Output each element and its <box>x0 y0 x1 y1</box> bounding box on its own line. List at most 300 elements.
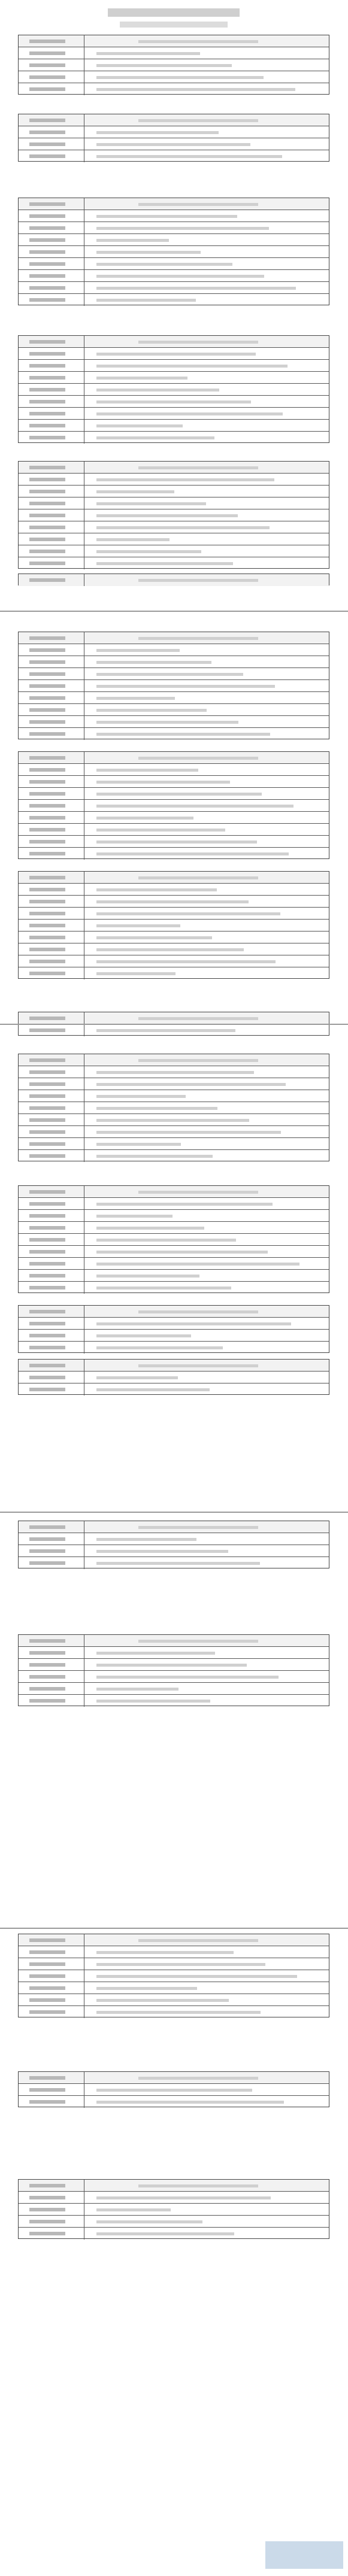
row-label-cell <box>19 432 84 444</box>
info-table <box>18 1305 329 1353</box>
row-label-cell <box>19 59 84 71</box>
text-placeholder <box>96 424 183 427</box>
text-placeholder <box>96 1676 279 1679</box>
label-placeholder <box>29 1376 65 1379</box>
table-row <box>19 234 329 246</box>
text-placeholder <box>96 1287 231 1289</box>
row-label-cell <box>19 1934 84 1946</box>
table-row <box>19 943 329 955</box>
text-placeholder <box>96 1700 210 1703</box>
info-table <box>18 2071 329 2107</box>
label-placeholder <box>29 2076 65 2080</box>
table-row <box>19 258 329 270</box>
row-label-cell <box>19 955 84 967</box>
row-label-cell <box>19 932 84 943</box>
row-label-cell <box>19 1342 84 1354</box>
label-placeholder <box>29 1537 65 1541</box>
row-label-cell <box>19 872 84 883</box>
label-placeholder <box>29 1202 65 1206</box>
table-row <box>19 800 329 812</box>
table-row <box>19 728 329 740</box>
table-row <box>19 150 329 162</box>
info-table <box>18 1934 329 2017</box>
row-label-cell <box>19 1521 84 1533</box>
text-placeholder <box>96 299 196 302</box>
table-row <box>19 644 329 656</box>
label-placeholder <box>29 672 65 676</box>
text-placeholder <box>96 2220 202 2223</box>
row-label-cell <box>19 1318 84 1329</box>
table-row <box>19 1234 329 1246</box>
label-placeholder <box>29 876 65 879</box>
table-row <box>19 1282 329 1294</box>
row-label-cell <box>19 574 84 586</box>
label-placeholder <box>29 2010 65 2014</box>
row-label-cell <box>19 920 84 931</box>
table-row <box>19 336 329 348</box>
table-row <box>19 884 329 896</box>
table-row <box>19 920 329 932</box>
row-label-cell <box>19 1138 84 1149</box>
table-row <box>19 372 329 384</box>
text-placeholder <box>96 502 206 505</box>
info-table <box>18 1054 329 1161</box>
table-row <box>19 557 329 569</box>
text-placeholder <box>96 721 238 724</box>
row-label-cell <box>19 1659 84 1670</box>
table-row <box>19 1186 329 1198</box>
row-label-cell <box>19 1222 84 1233</box>
site-logo-watermark <box>265 2541 343 2569</box>
text-placeholder <box>96 1334 191 1337</box>
label-placeholder <box>29 436 65 439</box>
label-placeholder <box>29 972 65 975</box>
row-label-cell <box>19 1126 84 1137</box>
row-label-cell <box>19 234 84 245</box>
info-table <box>18 335 329 443</box>
text-placeholder <box>96 805 293 808</box>
label-placeholder <box>29 804 65 808</box>
text-placeholder <box>96 1251 268 1254</box>
text-placeholder <box>96 436 214 439</box>
row-label-cell <box>19 348 84 359</box>
row-label-cell <box>19 1012 84 1024</box>
text-placeholder <box>96 514 238 517</box>
info-table <box>18 198 329 305</box>
text-placeholder <box>96 1963 265 1966</box>
table-row <box>19 294 329 306</box>
label-placeholder <box>29 2208 65 2211</box>
label-placeholder <box>29 424 65 427</box>
table-row <box>19 1024 329 1036</box>
table-row <box>19 1012 329 1024</box>
row-label-cell <box>19 1078 84 1090</box>
table-row <box>19 692 329 704</box>
table-row <box>19 1258 329 1270</box>
table-row <box>19 462 329 474</box>
label-placeholder <box>29 202 65 206</box>
row-label-cell <box>19 1306 84 1317</box>
text-placeholder <box>96 1999 229 2002</box>
label-placeholder <box>29 1974 65 1978</box>
text-placeholder <box>96 143 250 146</box>
label-placeholder <box>29 708 65 712</box>
row-label-cell <box>19 1090 84 1102</box>
table-row <box>19 1114 329 1126</box>
row-label-cell <box>19 71 84 83</box>
table-row <box>19 2228 329 2240</box>
table-row <box>19 1222 329 1234</box>
label-placeholder <box>29 364 65 368</box>
table-row <box>19 680 329 692</box>
table-row <box>19 1150 329 1162</box>
text-placeholder <box>96 1975 297 1978</box>
text-placeholder <box>96 538 170 541</box>
text-placeholder <box>96 912 280 915</box>
text-placeholder <box>96 1263 299 1266</box>
row-label-cell <box>19 692 84 703</box>
text-placeholder <box>96 1538 196 1541</box>
label-placeholder <box>29 1238 65 1242</box>
label-placeholder <box>29 696 65 700</box>
text-placeholder <box>96 550 201 553</box>
text-placeholder <box>138 1017 258 1020</box>
text-placeholder <box>138 579 258 582</box>
row-label-cell <box>19 788 84 799</box>
text-placeholder <box>96 1550 228 1553</box>
table-row <box>19 486 329 497</box>
table-row <box>19 1126 329 1138</box>
table-row <box>19 126 329 138</box>
label-placeholder <box>29 352 65 356</box>
label-placeholder <box>29 1214 65 1218</box>
table-row <box>19 1545 329 1557</box>
table-row <box>19 533 329 545</box>
row-label-cell <box>19 1372 84 1383</box>
text-placeholder <box>96 1131 281 1134</box>
text-placeholder <box>96 1095 186 1098</box>
table-row <box>19 2180 329 2192</box>
label-placeholder <box>29 578 65 582</box>
table-row <box>19 47 329 59</box>
row-label-cell <box>19 474 84 485</box>
text-placeholder <box>96 526 270 529</box>
label-placeholder <box>29 1142 65 1146</box>
document-title <box>108 8 240 17</box>
table-row <box>19 1078 329 1090</box>
row-label-cell <box>19 884 84 895</box>
table-row <box>19 222 329 234</box>
label-placeholder <box>29 792 65 796</box>
table-row <box>19 955 329 967</box>
row-label-cell <box>19 533 84 545</box>
text-placeholder <box>138 1191 258 1194</box>
text-placeholder <box>96 661 211 664</box>
label-placeholder <box>29 1561 65 1565</box>
row-label-cell <box>19 47 84 59</box>
text-placeholder <box>138 757 258 760</box>
label-placeholder <box>29 684 65 688</box>
row-label-cell <box>19 246 84 257</box>
row-label-cell <box>19 1383 84 1395</box>
text-placeholder <box>96 900 249 903</box>
label-placeholder <box>29 768 65 772</box>
row-label-cell <box>19 35 84 47</box>
info-table <box>18 35 329 95</box>
text-placeholder <box>96 1346 223 1349</box>
table-row <box>19 1533 329 1545</box>
row-label-cell <box>19 114 84 126</box>
table-row <box>19 384 329 396</box>
label-placeholder <box>29 1082 65 1086</box>
row-label-cell <box>19 1982 84 1994</box>
row-label-cell <box>19 1557 84 1569</box>
table-row <box>19 1946 329 1958</box>
label-placeholder <box>29 936 65 939</box>
row-label-cell <box>19 2084 84 2095</box>
table-row <box>19 836 329 848</box>
text-placeholder <box>96 239 169 242</box>
text-placeholder <box>96 1275 199 1278</box>
text-placeholder <box>96 275 264 278</box>
text-placeholder <box>96 400 251 403</box>
table-row <box>19 545 329 557</box>
text-placeholder <box>96 2196 271 2199</box>
row-label-cell <box>19 967 84 979</box>
table-row <box>19 59 329 71</box>
table-row <box>19 1246 329 1258</box>
label-placeholder <box>29 2184 65 2187</box>
info-table <box>18 871 329 979</box>
label-placeholder <box>29 1190 65 1194</box>
label-placeholder <box>29 1364 65 1367</box>
label-placeholder <box>29 648 65 652</box>
label-placeholder <box>29 119 65 122</box>
row-label-cell <box>19 545 84 557</box>
row-label-cell <box>19 668 84 679</box>
label-placeholder <box>29 732 65 736</box>
text-placeholder <box>96 490 174 493</box>
row-label-cell <box>19 222 84 233</box>
table-row <box>19 967 329 979</box>
table-row <box>19 632 329 644</box>
row-label-cell <box>19 1958 84 1970</box>
table-row <box>19 497 329 509</box>
label-placeholder <box>29 888 65 891</box>
text-placeholder <box>96 649 180 652</box>
section-separator <box>0 611 348 612</box>
row-label-cell <box>19 150 84 162</box>
row-label-cell <box>19 1533 84 1545</box>
row-label-cell <box>19 1360 84 1371</box>
table-row <box>19 432 329 444</box>
table-row <box>19 2006 329 2018</box>
label-placeholder <box>29 2220 65 2223</box>
row-label-cell <box>19 680 84 691</box>
text-placeholder <box>96 2208 171 2211</box>
row-label-cell <box>19 2228 84 2240</box>
table-row <box>19 1647 329 1659</box>
table-row <box>19 932 329 943</box>
label-placeholder <box>29 412 65 415</box>
label-placeholder <box>29 1986 65 1990</box>
row-label-cell <box>19 384 84 395</box>
label-placeholder <box>29 2232 65 2235</box>
row-label-cell <box>19 716 84 727</box>
row-label-cell <box>19 210 84 222</box>
row-label-cell <box>19 486 84 497</box>
text-placeholder <box>96 1143 181 1146</box>
table-row <box>19 1198 329 1210</box>
label-placeholder <box>29 2100 65 2104</box>
label-placeholder <box>29 286 65 290</box>
label-placeholder <box>29 40 65 43</box>
text-placeholder <box>96 251 201 254</box>
label-placeholder <box>29 912 65 915</box>
label-placeholder <box>29 238 65 242</box>
text-placeholder <box>138 1059 258 1062</box>
label-placeholder <box>29 478 65 481</box>
row-label-cell <box>19 1946 84 1958</box>
row-label-cell <box>19 1545 84 1556</box>
text-placeholder <box>96 841 257 844</box>
section-separator <box>0 1024 348 1025</box>
label-placeholder <box>29 154 65 158</box>
text-placeholder <box>138 2184 258 2187</box>
table-row <box>19 1306 329 1318</box>
label-placeholder <box>29 1094 65 1098</box>
text-placeholder <box>96 697 175 700</box>
label-placeholder <box>29 400 65 403</box>
row-label-cell <box>19 521 84 533</box>
row-label-cell <box>19 408 84 419</box>
text-placeholder <box>96 1951 234 1954</box>
row-label-cell <box>19 1210 84 1221</box>
table-row <box>19 35 329 47</box>
text-placeholder <box>96 1029 235 1032</box>
table-row <box>19 2084 329 2096</box>
row-label-cell <box>19 1114 84 1125</box>
label-placeholder <box>29 1118 65 1122</box>
row-label-cell <box>19 83 84 95</box>
table-row <box>19 210 329 222</box>
row-label-cell <box>19 824 84 835</box>
section-separator <box>0 1928 348 1929</box>
text-placeholder <box>96 1652 215 1655</box>
table-row <box>19 270 329 282</box>
row-label-cell <box>19 258 84 269</box>
table-row <box>19 872 329 884</box>
table-row <box>19 704 329 716</box>
label-placeholder <box>29 87 65 91</box>
label-placeholder <box>29 1388 65 1391</box>
table-row <box>19 1521 329 1533</box>
text-placeholder <box>96 155 282 158</box>
info-table <box>18 1521 329 1568</box>
info-table <box>18 574 329 585</box>
text-placeholder <box>96 2011 261 2014</box>
row-label-cell <box>19 1994 84 2005</box>
label-placeholder <box>29 1334 65 1337</box>
label-placeholder <box>29 51 65 55</box>
row-label-cell <box>19 908 84 919</box>
label-placeholder <box>29 1525 65 1529</box>
label-placeholder <box>29 490 65 493</box>
text-placeholder <box>96 2101 284 2104</box>
table-row <box>19 1270 329 1282</box>
table-row <box>19 408 329 420</box>
text-placeholder <box>96 1322 291 1325</box>
label-placeholder <box>29 1962 65 1966</box>
table-row <box>19 138 329 150</box>
label-placeholder <box>29 1250 65 1254</box>
row-label-cell <box>19 836 84 847</box>
table-row <box>19 1683 329 1695</box>
label-placeholder <box>29 780 65 784</box>
contact-line <box>120 22 228 28</box>
table-row <box>19 764 329 776</box>
text-placeholder <box>96 478 274 481</box>
row-label-cell <box>19 557 84 569</box>
label-placeholder <box>29 340 65 344</box>
info-table <box>18 751 329 859</box>
label-placeholder <box>29 226 65 230</box>
text-placeholder <box>96 215 237 218</box>
text-placeholder <box>96 389 219 392</box>
text-placeholder <box>96 377 187 380</box>
text-placeholder <box>138 1526 258 1529</box>
label-placeholder <box>29 1017 65 1020</box>
text-placeholder <box>96 287 296 290</box>
text-placeholder <box>96 733 270 736</box>
label-placeholder <box>29 1322 65 1325</box>
row-label-cell <box>19 462 84 473</box>
text-placeholder <box>96 1376 178 1379</box>
label-placeholder <box>29 828 65 832</box>
table-row <box>19 812 329 824</box>
text-placeholder <box>96 888 217 891</box>
table-row <box>19 2072 329 2084</box>
row-label-cell <box>19 1683 84 1694</box>
text-placeholder <box>138 466 258 469</box>
label-placeholder <box>29 948 65 951</box>
table-row <box>19 521 329 533</box>
table-row <box>19 716 329 728</box>
label-placeholder <box>29 660 65 664</box>
text-placeholder <box>138 203 258 206</box>
table-row <box>19 1138 329 1150</box>
info-table <box>18 2179 329 2239</box>
text-placeholder <box>96 52 200 55</box>
text-placeholder <box>138 2077 258 2080</box>
label-placeholder <box>29 900 65 903</box>
table-row <box>19 1994 329 2006</box>
label-placeholder <box>29 1687 65 1691</box>
table-row <box>19 396 329 408</box>
table-row <box>19 848 329 860</box>
text-placeholder <box>96 829 225 832</box>
table-row <box>19 1557 329 1569</box>
info-table <box>18 632 329 739</box>
table-row <box>19 776 329 788</box>
label-placeholder <box>29 1950 65 1954</box>
text-placeholder <box>96 817 193 820</box>
text-placeholder <box>96 769 198 772</box>
label-placeholder <box>29 1286 65 1289</box>
label-placeholder <box>29 388 65 392</box>
label-placeholder <box>29 298 65 302</box>
table-row <box>19 282 329 294</box>
